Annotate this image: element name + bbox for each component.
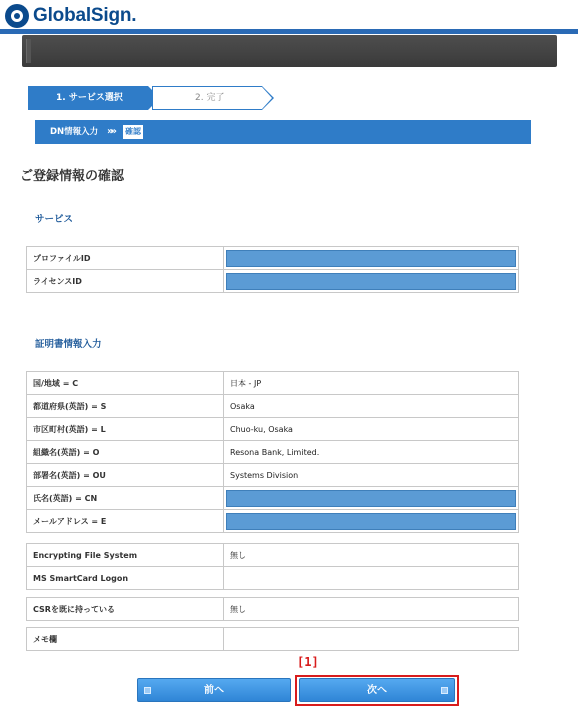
double-chevron-icon: »» [107,126,114,137]
common-name-label: 氏名(英語) = CN [27,487,224,510]
brand-logo-text: GlobalSign. [33,5,137,26]
table-row [27,372,519,395]
redacted-block [226,490,516,507]
table-row [27,487,519,510]
cert-section-title: 証明書情報入力 [35,339,102,350]
step-2-arrow-fill [262,87,272,109]
sub-navigation [35,120,531,144]
annotation-label: [1] [297,655,319,669]
table-row [27,270,519,293]
table-row [27,544,519,567]
redacted-block [226,513,516,530]
profile-id-value [224,247,519,270]
service-table [26,246,519,293]
button-right-icon [441,687,448,694]
organization-label: 組織名(英語) = O [27,441,224,464]
state-value: Osaka [224,395,519,418]
top-banner-bar [22,35,557,67]
license-id-label: ライセンスID [27,270,224,293]
step-1-service-select: 1. サービス選択 [28,86,148,110]
subnav-dn-input: DN情報入力 [50,127,99,137]
step-2-complete: 2. 完了 [152,86,262,110]
smartcard-label: MS SmartCard Logon [27,567,224,590]
options-table [26,543,519,590]
profile-id-label: プロファイルID [27,247,224,270]
smartcard-value [224,567,519,590]
table-row [27,464,519,487]
efs-label: Encrypting File System [27,544,224,567]
table-row [27,395,519,418]
csr-table [26,597,519,621]
subnav-confirm: 確認 [123,125,143,139]
next-button[interactable] [299,678,455,702]
common-name-value [224,487,519,510]
table-row [27,247,519,270]
service-section-title: サービス [35,214,74,225]
table-row [27,441,519,464]
next-button-label: 次へ [367,685,387,696]
table-row [27,567,519,590]
country-value: 日本 - JP [224,372,519,395]
redacted-block [226,273,516,290]
page-title: ご登録情報の確認 [20,169,125,184]
csr-label: CSRを既に持っている [27,598,224,621]
email-label: メールアドレス = E [27,510,224,533]
table-row [27,628,519,651]
table-row [27,418,519,441]
prev-button-label: 前へ [204,685,224,696]
state-label: 都道府県(英語) = S [27,395,224,418]
country-label: 国/地域 = C [27,372,224,395]
memo-value [224,628,519,651]
table-row [27,510,519,533]
grip-handle-icon [26,39,31,63]
locality-label: 市区町村(英語) = L [27,418,224,441]
cert-info-table [26,371,519,533]
license-id-value [224,270,519,293]
table-row [27,598,519,621]
redacted-block [226,250,516,267]
memo-label: メモ欄 [27,628,224,651]
organization-value: Resona Bank, Limited. [224,441,519,464]
button-left-icon [144,687,151,694]
locality-value: Chuo-ku, Osaka [224,418,519,441]
csr-value: 無し [224,598,519,621]
org-unit-label: 部署名(英語) = OU [27,464,224,487]
memo-table [26,627,519,651]
site-header [0,0,578,34]
progress-steps [28,86,288,110]
globalsign-logo-icon [5,4,29,28]
efs-value: 無し [224,544,519,567]
prev-button[interactable] [137,678,291,702]
org-unit-value: Systems Division [224,464,519,487]
email-value [224,510,519,533]
